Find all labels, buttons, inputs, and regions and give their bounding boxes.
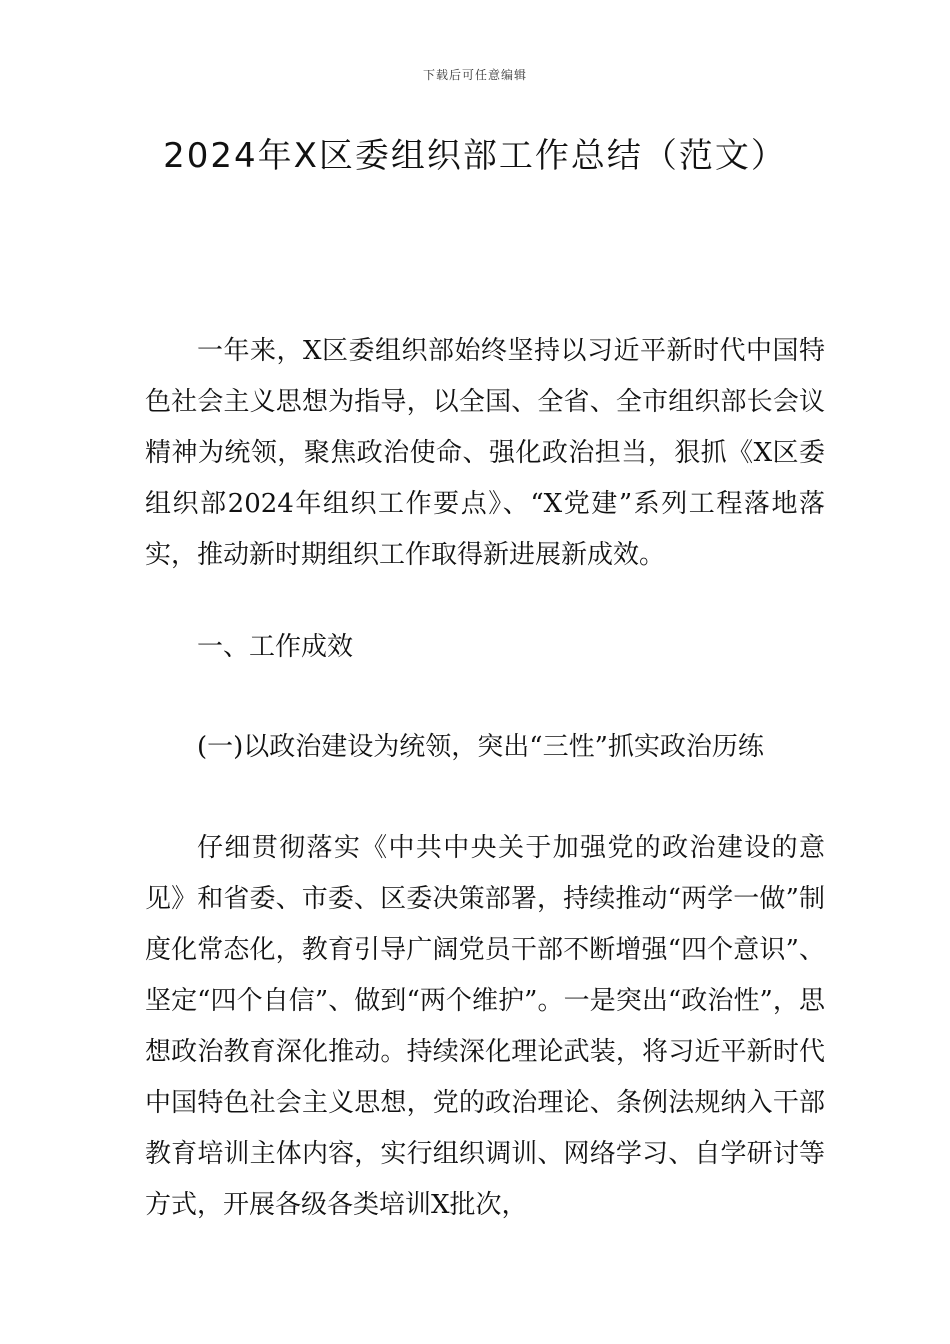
header-note: 下载后可任意编辑	[422, 68, 527, 82]
section-heading	[145, 622, 825, 673]
intro-paragraph	[145, 326, 825, 581]
section-heading-text: 一、工作成效	[197, 632, 354, 662]
body-paragraph	[145, 823, 825, 1231]
subsection-heading	[145, 722, 825, 773]
subsection-heading-text: (一)以政治建设为统领，突出“三性”抓实政治历练	[197, 732, 764, 762]
document-title: 2024年X区委组织部工作总结（范文）	[163, 136, 787, 176]
intro-text: 一年来，X区委组织部始终坚持以习近平新时代中国特色社会主义思想为指导，以全国、全省、全市组织部长会议精神为统领，聚焦政治使命、强化政治担当，狠抓《X区委组织部2024年组织工作要点》、“X党建”系列工程落地落实，推动新时期组织工作取得新进展新成效。	[145, 336, 825, 570]
body-text: 仔细贯彻落实《中共中央关于加强党的政治建设的意见》和省委、市委、区委决策部署，持续推动“两学一做”制度化常态化，教育引导广阔党员干部不断增强“四个意识”、坚定“四个自信”、做到“两个维护”。一是突出“政治性”，思想政治教育深化推动。持续深化理论武装，将习近平新时代中国特色社会主义思想，党的政治理论、条例法规纳入干部教育培训主体内容，实行组织调训、网络学习、自学研讨等方式，开展各级各类培训X批次，	[145, 833, 825, 1220]
